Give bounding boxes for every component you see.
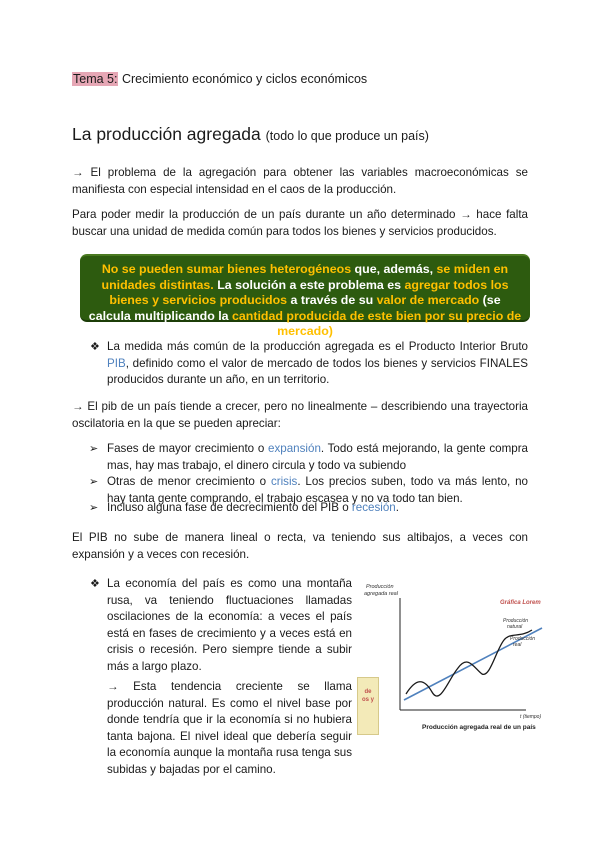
phase-text-after: . (395, 501, 399, 514)
figure-title: Gráfica Lorem (500, 600, 541, 606)
pib-label: real (513, 642, 522, 648)
paragraph-pib-fluctuation: El PIB no sube de manera lineal o recta, va teniendo sus altibajos, a veces con expansión y a veces con recesión. (72, 531, 528, 561)
sticky-note-line: de (364, 689, 372, 695)
paragraph-oscillation: → El pib de un país tiende a crecer, pero no linealmente – describiendo una trayectoria oscilatoria en la que se pueden apreciar: (72, 400, 528, 430)
paragraph-measure: Para poder medir la producción de un país durante un año determinado → hace falta buscar una unidad de medida común para todos los bienes y servicios producidos. (72, 208, 528, 238)
phase-term: expansión (268, 442, 321, 455)
pib-text-before: La medida más común de la producción agregada es el Producto Interior Bruto (107, 340, 528, 353)
roller-coaster-analogy: La economía del país es como una montaña rusa, va teniendo fluctuaciones llamadas oscilaciones de la economía: a veces el país está en fases de crecimiento y a veces está en crisis o recesión. Pero siempre tiende a subir más a largo plazo. (107, 577, 352, 673)
pib-acronym: PIB (107, 356, 126, 370)
banner-text-5: agregar todos los bienes y servicios producidos (109, 277, 509, 307)
topic-title: Crecimiento económico y ciclos económicos (121, 72, 368, 86)
section-title (72, 124, 429, 145)
figure-ylabel: Producción (366, 584, 394, 590)
banner-text-1: No se pueden sumar bienes heterogéneos (101, 262, 352, 276)
production-figure-svg (360, 582, 552, 732)
topic-label: Tema 5: (73, 72, 118, 86)
phase-item-recession (107, 500, 528, 517)
banner-text-4: La solución a este problema es (213, 277, 405, 292)
banner-text-9: cantidad (232, 308, 283, 323)
topic-header (72, 72, 367, 86)
figure-xlabel: t (tiempo) (520, 714, 542, 720)
figure-ylabel: agregada real (364, 591, 398, 597)
banner-text-7: valor de mercado (376, 293, 480, 307)
phase-text-before: Incluso alguna fase de decrecimiento del PIB o (107, 501, 352, 514)
banner-text-10: producida de este bien por su precio de mercado) (277, 308, 522, 338)
banner-text-6: a través de su (287, 293, 377, 307)
section-title-main: La producción agregada (72, 124, 261, 144)
paragraph-aggregation: → El problema de la agregación para obtener las variables macroeconómicas se manifiesta con especial intensidad en el caos de la producción. (72, 166, 528, 196)
phase-text-after: . Todo está mejorando, la gente compra mas, hay mas trabajo, el dinero circula y todo va subiendo (107, 442, 528, 472)
arrow-bullet-icon: ➢ (89, 476, 99, 488)
arrow-bullet-icon: ➢ (89, 502, 99, 514)
diamond-bullet-icon: ❖ (90, 341, 100, 353)
section-subtitle: (todo lo que produce un país) (265, 129, 429, 143)
arrow-bullet-icon: ➢ (89, 443, 99, 455)
pib-definition (107, 339, 528, 389)
banner-text-8: (se calcula multiplicando la (88, 293, 501, 323)
sticky-note-line: os y (361, 697, 374, 703)
key-idea-banner (80, 254, 530, 338)
natural-production-paragraph: → Esta tendencia creciente se llama producción natural. Es como el nivel base por donde tendría que ir la economía si no hubiera tanta bajona. El nivel ideal que debería seguir la economía aunque la montaña rusa tenga sus subidas y bajadas por el camino. (107, 680, 352, 776)
banner-text-3: se miden en unidades distintas. (101, 262, 509, 292)
figure-caption: Producción agregada real de un país (422, 724, 536, 731)
banner-text-2: que, además, (351, 262, 437, 276)
phase-term: crisis (270, 475, 298, 488)
pib-text-after: , definido como el valor de mercado de todos los bienes y servicios FINALES producidos durante un año, en un territorio. (107, 356, 528, 386)
phase-text-after: . Los precios suben, todo va más lento, no hay tanta gente comprando, el trabajo escasea y no va todo tan bien. (107, 475, 528, 505)
phase-text-before: Fases de mayor crecimiento o (107, 442, 269, 455)
natural-label: natural (507, 624, 523, 630)
phase-item-expansion (107, 441, 528, 474)
production-figure (360, 582, 552, 732)
natural-label: Producción (503, 618, 529, 624)
phase-text-before: Otras de menor crecimiento o (107, 475, 271, 488)
pib-label: Producción (510, 636, 536, 642)
phase-term: recesión (351, 501, 396, 514)
diamond-bullet-icon: ❖ (90, 578, 100, 590)
